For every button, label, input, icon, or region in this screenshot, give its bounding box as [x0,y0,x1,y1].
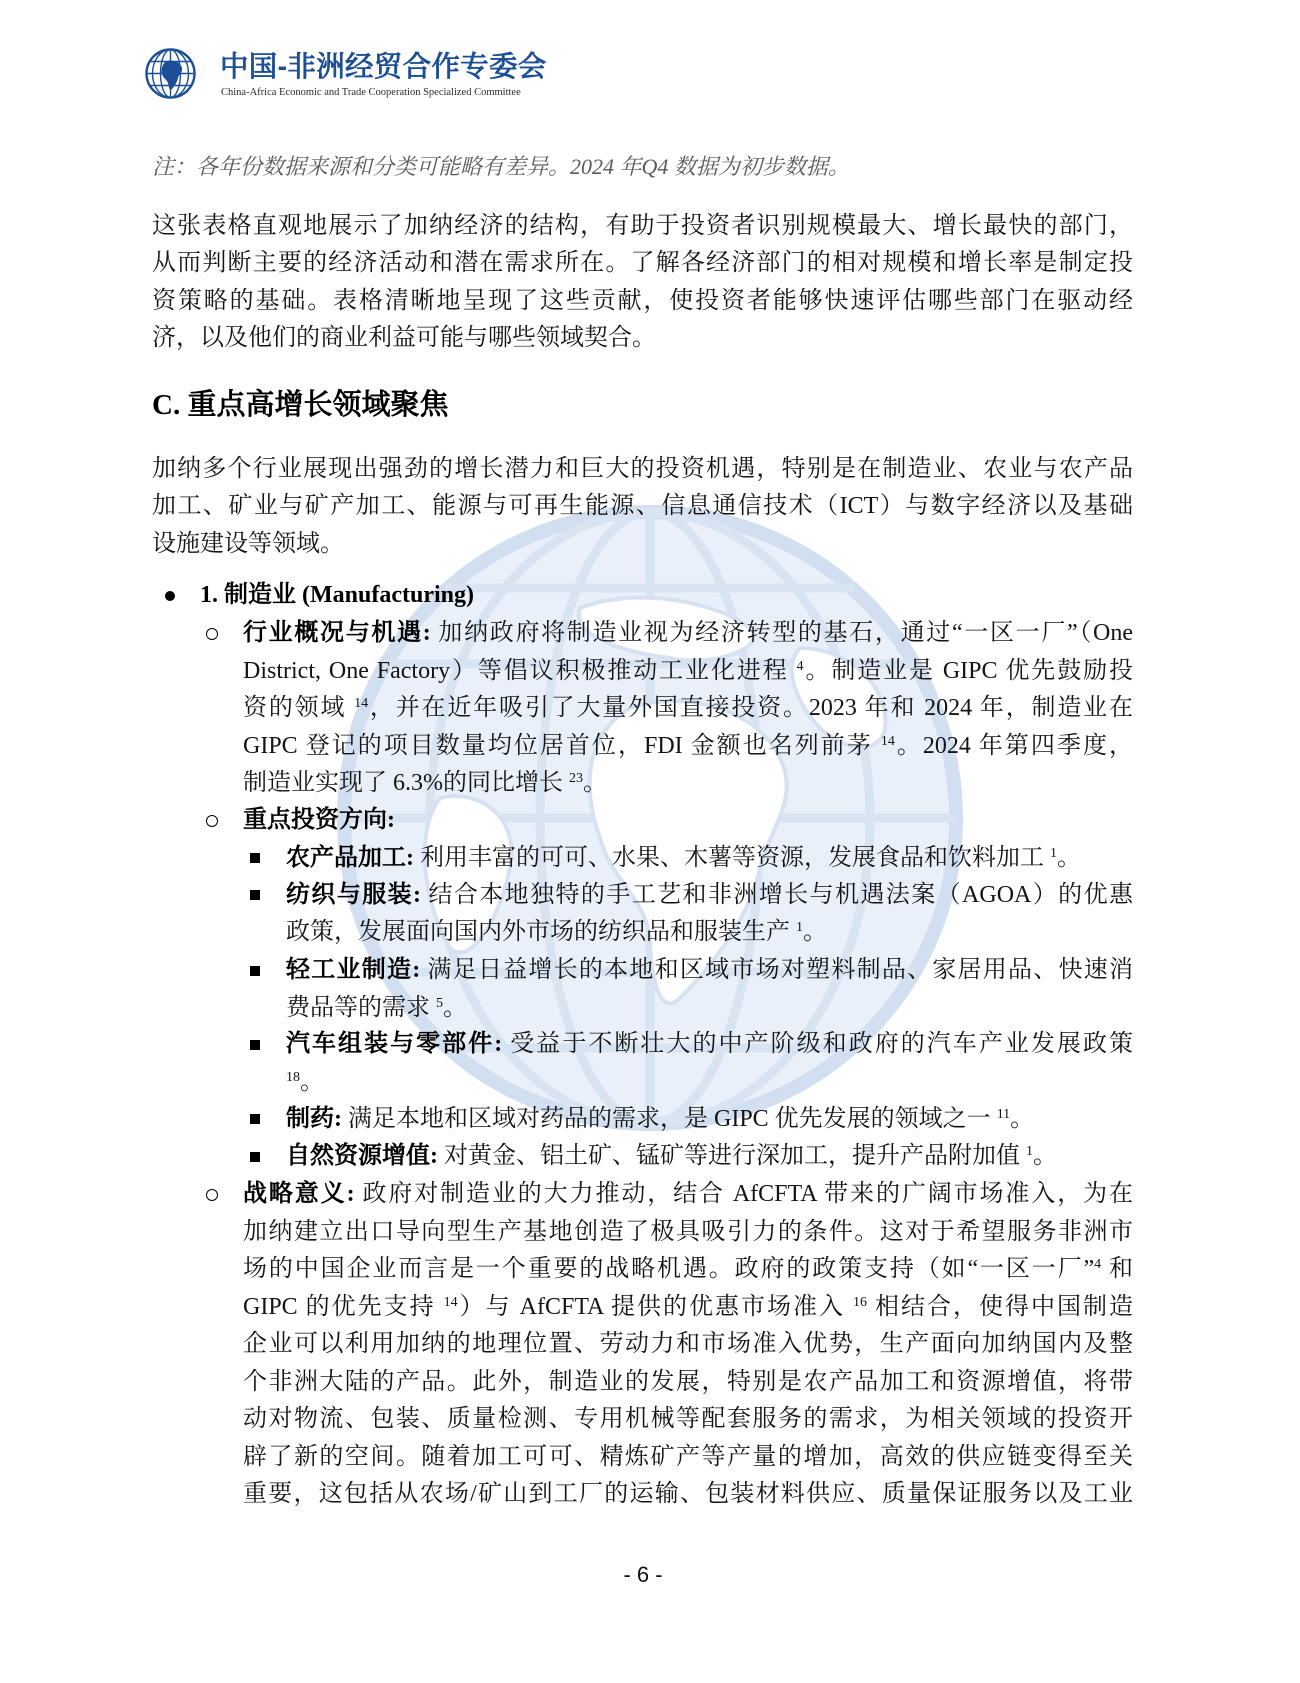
text-line [152,283,1133,321]
text-line [286,1101,1133,1139]
focus-item-textiles [286,877,1133,952]
text-line [243,690,1133,728]
text-line [243,653,1133,691]
text-run: 。 [803,919,827,945]
text-run: GIPC 登记的项目数量均位居首位，FDI 金额也名列前茅 [243,732,881,759]
text-run: 对黄金、铝土矿、锰矿等进行深加工，提升产品附加值 [438,1142,1026,1169]
text-line [243,1439,1133,1477]
square-bullet-icon [250,1114,260,1124]
focus-item-agro-processing [286,840,1133,878]
text-line [152,320,1133,358]
footnote-ref: 23 [569,771,583,787]
bold-label: 汽车组装与零部件: [286,1031,503,1058]
text-line [243,1476,1133,1514]
footnote-ref: 14 [443,1294,458,1310]
globe-africa-logo-icon [143,46,198,101]
text-run: 满足日益增长的本地和区域市场对塑料制品、家居用品、快速消 [420,957,1133,983]
bold-label: 纺织与服装: [286,881,422,908]
square-bullet-icon [250,890,260,900]
footnote-ref: 18 [286,1069,300,1085]
text-run: 制造业实现了 6.3%的同比增长 [243,770,569,797]
bold-label: 自然资源增值: [286,1142,438,1169]
text-run: 政策，发展面向国内外市场的纺织品和服装生产 [286,919,796,945]
footnote-ref: 14 [880,733,895,749]
footnote-ref: 1 [1026,1143,1033,1159]
text-run: 重要，这包括从农场/矿山到工厂的运输、包装材料供应、质量保证服务以及工业 [243,1481,1133,1507]
strategy-paragraph [243,1176,1133,1514]
text-line [286,914,1133,952]
text-line [243,765,1133,803]
focus-item-pharmaceuticals [286,1101,1133,1139]
square-bullet-icon [250,966,260,976]
text-line [286,952,1133,990]
text-line [243,1251,1133,1289]
circle-bullet-icon [206,1189,218,1201]
text-run: 。 [300,1068,324,1095]
footnote-ref: 16 [853,1294,868,1310]
text-line [152,245,1133,283]
text-run: 辟了新的空间。随着加工可可、精炼矿产等产量的增加，高效的供应链变得至关 [243,1443,1133,1470]
text-line [243,1176,1133,1214]
square-bullet-icon [250,853,260,863]
text-line [243,1289,1133,1327]
text-line [286,1026,1133,1064]
text-line [286,877,1133,915]
page-number: - 6 - [623,1562,663,1587]
text-run: 满足本地和区域对药品的需求，是 GIPC 优先发展的领域之一 [342,1105,997,1132]
text-line [152,526,1133,564]
footnote-ref: 11 [996,1106,1011,1122]
text-run: District, One Factory）等倡议积极推动工业化进程 [243,657,797,684]
section-paragraph [152,451,1133,564]
text-run: ，并在近年吸引了大量外国直接投资。2023 年和 2024 年，制造业在 [368,695,1133,722]
bold-label: 战略意义: [243,1181,355,1207]
text-run: 。 [443,994,467,1021]
text-run: 。 [583,770,607,797]
text-run: 利用丰富的可可、水果、木薯等资源，发展食品和饮料加工 [414,844,1050,871]
text-run: 动对物流、包装、质量检测、专用机械等配套服务的需求，为相关领域的投资开 [243,1406,1133,1432]
text-line [286,1064,1133,1102]
text-run: 加纳建立出口导向型生产基地创造了极具吸引力的条件。这对于希望服务非洲市 [243,1218,1133,1245]
text-run: 个非洲大陆的产品。此外，制造业的发展，特别是农产品加工和资源增值，将带 [243,1368,1133,1395]
text-run: GIPC 的优先支持 [243,1293,444,1320]
text-run: 济，以及他们的商业利益可能与哪些领域契合。 [152,325,656,351]
text-line [152,208,1133,246]
bold-label: 行业概况与机遇: [243,620,431,647]
text-run: 场的中国企业而言是一个重要的战略机遇。政府的政策支持（如“一区一厂” [243,1256,1095,1282]
intro-paragraph [152,208,1133,358]
circle-bullet-icon [206,815,218,827]
text-run: 和 [1101,1256,1133,1282]
text-run: 。2024 年第四季度， [894,732,1133,759]
text-run: 政府对制造业的大力推动，结合 AfCFTA 带来的广阔市场准入，为在 [354,1181,1133,1207]
footnote-ref: 4 [1094,1257,1102,1272]
text-run: 加纳政府将制造业视为经济转型的基石，通过“一区一厂”（One [430,620,1133,647]
bold-label: 农产品加工: [286,844,414,871]
text-run: 这张表格直观地展示了加纳经济的结构，有助于投资者识别规模最大、增长最快的部门， [152,212,1133,239]
text-run: ）与 AfCFTA 提供的优惠市场准入 [457,1293,854,1320]
text-line [243,1326,1133,1364]
text-run: 受益于不断壮大的中产阶级和政府的汽车产业发展政策 [502,1031,1133,1058]
text-run: 加工、矿业与矿产加工、能源与可再生能源、信息通信技术（ICT）与数字经济以及基础 [152,493,1133,520]
text-line [243,1214,1133,1252]
focus-item-light-industry [286,952,1133,1027]
organization-subtitle: China-Africa Economic and Trade Cooperation Specialized Committee [221,87,521,98]
text-run: 。 [1033,1142,1057,1169]
text-line [243,728,1133,766]
text-run: 企业可以利用加纳的地理位置、劳动力和市场准入优势，生产面向加纳国内及整 [243,1331,1133,1357]
table-note: 注：各年份数据来源和分类可能略有差异。2024 年Q4 数据为初步数据。 [152,154,850,179]
footnote-ref: 5 [436,995,443,1011]
bold-label: 轻工业制造: [286,957,421,983]
text-run: 结合本地独特的手工艺和非洲增长与机遇法案（AGOA）的优惠 [421,881,1133,908]
text-run: 相结合，使得中国制造 [867,1293,1133,1320]
text-run: 加纳多个行业展现出强劲的增长潜力和巨大的投资机遇，特别是在制造业、农业与农产品 [152,455,1133,482]
text-line [152,488,1133,526]
text-run: 资的领域 [243,695,355,722]
text-run: 资策略的基础。表格清晰地呈现了这些贡献，使投资者能够快速评估哪些部门在驱动经 [152,287,1133,314]
footnote-ref: 14 [354,696,369,712]
text-line [243,1364,1133,1402]
section-heading: C. 重点高增长领域聚焦 [152,389,449,421]
footnote-ref: 4 [796,658,804,674]
bold-label: 制药: [286,1105,342,1132]
text-line [286,840,1133,878]
footnote-ref: 1 [796,920,803,935]
focus-directions-label: 重点投资方向: [243,807,395,834]
focus-item-automotive [286,1026,1133,1101]
text-run: 。 [1010,1105,1035,1132]
text-run: 。 [1057,844,1081,871]
text-line [286,990,1133,1028]
focus-item-resource-value-add [286,1138,1133,1176]
disc-bullet-icon [165,591,175,601]
text-line [152,451,1133,489]
text-run: 设施建设等领域。 [152,530,344,557]
text-line [286,1138,1133,1176]
circle-bullet-icon [206,628,218,640]
overview-paragraph [243,615,1133,803]
organization-title: 中国-非洲经贸合作专委会 [220,51,547,83]
manufacturing-bullet-label: 1. 制造业 (Manufacturing) [200,582,474,608]
text-run: 。制造业是 GIPC 优先鼓励投 [803,657,1133,684]
square-bullet-icon [250,1152,260,1162]
square-bullet-icon [250,1040,260,1050]
text-run: 从而判断主要的经济活动和潜在需求所在。了解各经济部门的相对规模和增长率是制定投 [152,250,1133,276]
text-line [243,615,1133,653]
footnote-ref: 1 [1050,845,1057,861]
text-run: 费品等的需求 [286,994,436,1021]
text-line [243,1401,1133,1439]
